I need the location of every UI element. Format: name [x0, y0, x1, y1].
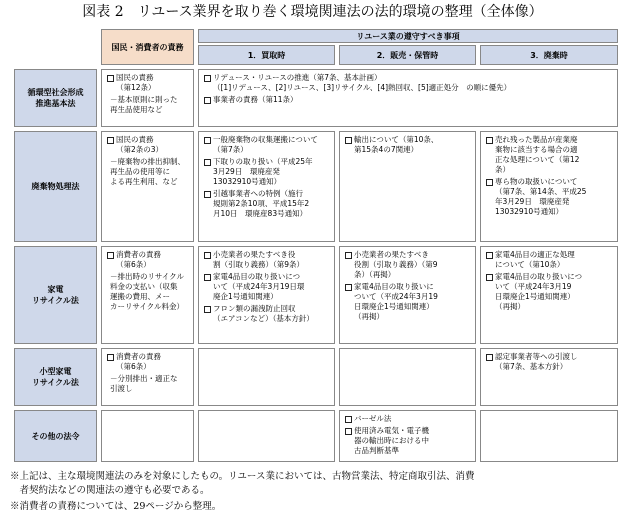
footnote-consumer-duties: ※消費者の責務については、29ページから整理。	[10, 501, 222, 512]
cell-bullet-item: 国民の責務 （第2条の3）	[106, 135, 189, 155]
cell-basic-merged	[198, 69, 618, 127]
row-label-small-appliance-law: 小型家電 リサイクル法	[14, 348, 97, 406]
cell-basic-consumer	[101, 69, 194, 127]
cell-bullet-item: 引越事業者への特例（施行 規則第2条10項、平成15年2 月10日 環廃産83号通知）	[203, 189, 330, 219]
header-reuse-obligations: リユース業の遵守すべき事項	[198, 29, 618, 43]
header-phase-buy: 1．買取時	[198, 45, 335, 65]
cell-bullet-item: 国民の責務 （第12条）	[106, 73, 189, 93]
cell-bullet-item: 売れ残った製品が産業廃 棄物に該当する場合の適 正な処理について（第12 条）	[485, 135, 613, 175]
cell-subnote: －廃棄物の排出抑制、 再生品の使用等に よる再生利用、など	[110, 157, 185, 186]
cell-subnote: －排出時のリサイクル 料金の支払い（収集 運搬の費用、メー カーリサイクル料金）	[110, 272, 184, 311]
header-phase-dispose: 3．廃棄時	[480, 45, 618, 65]
cell-bullet-item: 小売業者の果たすべき 役割（引取り義務）（第9 条）（再掲）	[344, 250, 471, 280]
cell-bullet-item: 一般廃棄物の収集運搬について （第7条）	[203, 135, 330, 155]
cell-waste-dispose	[480, 131, 618, 242]
figure-title: 図表 2 リユース業界を取り巻く環境関連法の法的環境の整理（全体像）	[82, 4, 543, 20]
cell-other-sell	[339, 410, 476, 462]
cell-bullet-item: 小売業者の果たすべき役 割（引取り義務）（第9条）	[203, 250, 330, 270]
cell-bullet-item: 家電4品目の適正な処理 について（第10条）	[485, 250, 613, 270]
cell-bullet-item: 事業者の責務（第11条）	[203, 95, 613, 105]
cell-other-buy	[198, 410, 335, 462]
cell-bullet-item: バーゼル法	[344, 414, 471, 424]
cell-bullet-item: 専ら物の取扱いについて （第7条、第14条、平成25 年3月29日 環廃産発 13032910号通知）	[485, 177, 613, 217]
header-consumer-duties: 国民・消費者の責務	[101, 29, 194, 65]
cell-bullet-item: 家電4品目の取り扱いにつ いて（平成24年3月19日環 廃企1号通知関連）	[203, 272, 330, 302]
cell-small-sell	[339, 348, 476, 406]
cell-bullet-item: 使用済み電気・電子機 器の輸出時における中 古品判断基準	[344, 426, 471, 456]
cell-appliance-sell	[339, 246, 476, 344]
cell-subnote: －分別排出・適正な 引渡し	[110, 374, 178, 393]
cell-bullet-item: 下取りの取り扱い（平成25年 3月29日 環廃産発 13032910号通知）	[203, 157, 330, 187]
cell-bullet-item: 家電4品目の取り扱いに ついて（平成24年3月19 日環廃企1号通知関連） （再掲）	[344, 282, 471, 322]
footnote-related-laws: ※上記は、主な環境関連法のみを対象にしたもの。リユース業においては、古物営業法、特定商取引法、消費 者契約法などの関連法の遵守も必要である。	[10, 471, 475, 496]
cell-appliance-buy	[198, 246, 335, 344]
cell-waste-buy	[198, 131, 335, 242]
row-label-waste-law: 廃棄物処理法	[14, 131, 97, 242]
cell-bullet-item: 認定事業者等への引渡し （第7条、基本方針）	[485, 352, 613, 372]
cell-bullet-item: リデュース・リユースの推進（第7条、基本計画） （[1]リデュース、[2]リユース、[3]リサイクル、[4]熱回収、[5]適正処分 の順に優先）	[203, 73, 613, 93]
cell-bullet-item: 家電4品目の取り扱いにつ いて（平成24年3月19 日環廃企1号通知関連） （再掲）	[485, 272, 613, 312]
cell-bullet-item: 消費者の責務 （第6条）	[106, 250, 189, 270]
row-label-basic-law: 循環型社会形成 推進基本法	[14, 69, 97, 127]
row-label-appliance-law: 家電 リサイクル法	[14, 246, 97, 344]
cell-other-consumer	[101, 410, 194, 462]
cell-other-dispose	[480, 410, 618, 462]
cell-small-dispose	[480, 348, 618, 406]
cell-small-buy	[198, 348, 335, 406]
cell-waste-sell	[339, 131, 476, 242]
cell-appliance-dispose	[480, 246, 618, 344]
cell-bullet-item: フロン類の漏洩防止回収 （エアコンなど）（基本方針）	[203, 304, 330, 324]
cell-bullet-item: 輸出について（第10条、 第15条4の7関連）	[344, 135, 471, 155]
cell-waste-consumer	[101, 131, 194, 242]
row-label-other-laws: その他の法令	[14, 410, 97, 462]
header-phase-sell: 2．販売・保管時	[339, 45, 476, 65]
cell-subnote: －基本原則に則った 再生品使用など	[110, 95, 178, 114]
cell-small-consumer	[101, 348, 194, 406]
cell-bullet-item: 消費者の責務 （第6条）	[106, 352, 189, 372]
cell-appliance-consumer	[101, 246, 194, 344]
